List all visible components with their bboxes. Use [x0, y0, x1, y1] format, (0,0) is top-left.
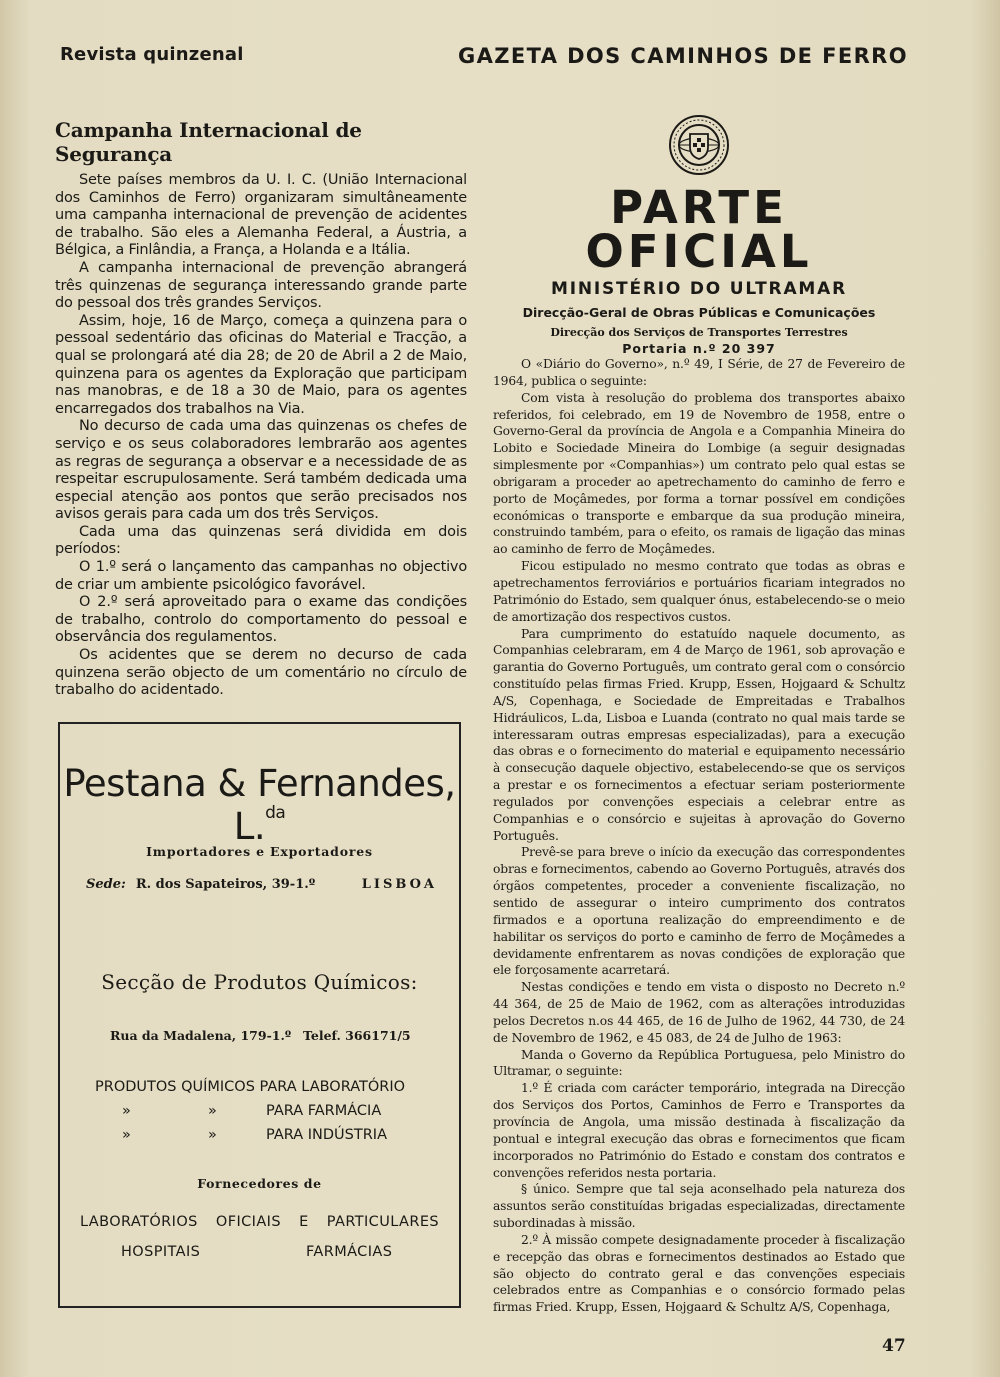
official-paragraph: § único. Sempre que tal seja aconselhado pela natureza dos assuntos serão constituídas brigadas especializadas, directamente subordinadas à missão.	[493, 1182, 905, 1231]
official-paragraph: Para cumprimento do estatuído naquele documento, as Companhias celebraram, em 4 de Março de 1961, sob aprovação e garantia do Governo Português, um contrato geral com o consórcio constituído pelas firmas Fried. Krupp, Essen, Hojgaard & Schultz A/S, Copenhaga, e Sociedade de Empreitadas e Trabalhos Hidráulicos, L.da, Lisboa e Luanda (contrato no qual mais tarde se interessaram outras empresas especializadas), para a execução das obras e o fornecimento do material e equipamento necessário à consecução daquele objectivo, estabelecendo-se que os serviços a prestar e os fornecimentos a efectuar seriam posteriormente regulados por convenções especiais a celebrar entre as Companhias e o consórcio e sujeitas à aprovação do Governo Português.	[493, 626, 905, 843]
article-paragraph: Sete países membros da U. I. C. (União Internacional dos Caminhos de Ferro) organizaram simultâneamente uma campanha internacional de prevenção de acidentes de trabalho. São eles a Alemanha Federal, a Áustria, a Bélgica, a Finlândia, a França, a Holanda e a Itália.	[55, 172, 467, 259]
article-body	[55, 172, 467, 700]
official-paragraph: Ficou estipulado no mesmo contrato que todas as obras e apetrechamentos ferroviários e portuários ficariam integrados no Património do Estado, sem qualquer ónus, estabelecendo-se o meio de amortização dos respectivos custos.	[493, 559, 905, 624]
ad-subtitle: Importadores e Exportadores	[146, 844, 373, 859]
article-paragraph: Cada uma das quinzenas será dividida em dois períodos:	[55, 523, 467, 558]
article-paragraph: O 2.º será aproveitado para o exame das condições de trabalho, controlo do comportamento do pessoal e observância dos regulamentos.	[55, 594, 467, 646]
running-head-right: GAZETA DOS CAMINHOS DE FERRO	[457, 44, 908, 68]
ad-city: LISBOA	[361, 877, 437, 892]
ad-sede-address: R. dos Sapateiros, 39-1.º	[135, 877, 316, 892]
official-portaria: Portaria n.º 20 397	[622, 341, 776, 356]
ad-company-name	[60, 762, 459, 848]
ad-pharmacies: FARMÁCIAS	[306, 1244, 393, 1260]
article-paragraph: O 1.º será o lançamento das campanhas no objectivo de criar um ambiente psicológico favorável.	[55, 559, 467, 593]
ad-phone: Telef. 366171/5	[303, 1028, 411, 1043]
ad-product-line-3: PARA INDÚSTRIA	[266, 1127, 387, 1143]
ad-section-title: Secção de Produtos Químicos:	[101, 970, 418, 994]
official-paragraph: Prevê-se para breve o início da execução das correspondentes obras e fornecimentos, cabendo ao Governo Português, através dos órgãos competentes, proceder a conveniente fiscalização, no sentido de assegurar o inteiro cumprimento dos contratos firmados e a oportuna realização do empreendimento e de habilitar os serviços do porto e caminho de ferro de Moçâmedes a devidamente enfrentarem as novas condições de exploração que ele forçosamente acarretará.	[493, 845, 905, 978]
ad-street: Rua da Madalena, 179-1.º	[110, 1028, 292, 1043]
ad-product-row	[60, 1103, 459, 1127]
official-body	[493, 356, 905, 1316]
article	[55, 118, 467, 700]
page-number: 47	[882, 1336, 906, 1356]
official-ministry: MINISTÉRIO DO ULTRAMAR	[551, 279, 847, 299]
official-section	[493, 114, 905, 1316]
official-paragraph: Manda o Governo da República Portuguesa, pelo Ministro do Ultramar, o seguinte:	[493, 1047, 905, 1079]
official-paragraph: 1.º É criada com carácter temporário, integrada na Direcção dos Serviços dos Portos, Caminhos de Ferro e Transportes da província de Angola, uma missão destinada à fiscalização da pontual e integral execução das obras e fornecimentos que ficam incorporados no Património do Estado e constam dos contratos e convenções referidos nesta portaria.	[493, 1081, 905, 1180]
ad-company-text: Pestana & Fernandes, L.	[63, 762, 456, 848]
official-paragraph: Nestas condições e tendo em vista o disposto no Decreto n.º 44 364, de 25 de Maio de 1962, com as alterações introduzidas pelos Decretos n.os 44 465, de 16 de Julho de 1962, 44 730, de 24 de Novembro de 1962, e 45 083, de 24 de Julho de 1963:	[493, 980, 905, 1045]
ad-sede-label: Sede:	[86, 877, 126, 892]
article-paragraph: Assim, hoje, 16 de Março, começa a quinzena para o pessoal sedentário das oficinas do Material e Tracção, a qual se prolongará até dia 28; de 20 de Abril a 2 de Maio, quinzena para os agentes da Exploração que participam nas manobras, e de 18 a 30 de Maio, para os agentes encarregados dos trabalhos na Via.	[55, 312, 467, 417]
ad-product-lines	[60, 1079, 459, 1151]
ad-product-line-1: PRODUTOS QUÍMICOS PARA LABORATÓRIO	[95, 1079, 406, 1095]
ad-product-row	[60, 1079, 459, 1103]
ad-company-sup: da	[265, 803, 286, 823]
ad-product-row	[60, 1127, 459, 1151]
article-paragraph: No decurso de cada uma das quinzenas os chefes de serviço e os seus colaboradores lembrarão aos agentes as regras de segurança a observar e a necessidade de as respeitar escrupulosamente. Será também dedicada uma especial atenção aos pontos que serão precisados nos avisos gerais para cada um dos três Serviços.	[55, 418, 467, 523]
official-paragraph: Com vista à resolução do problema dos transportes abaixo referidos, foi celebrado, em 19 de Novembro de 1958, entre o Governo-Geral da província de Angola e a Companhia Mineira do Lobito e Sociedade Mineira do Lombige (a seguir designadas simplesmente por «Companhias») um contrato pelo qual estas se obrigaram a proceder ao apetrechamento do caminho de ferro e porto de Moçâmedes, por forma a tornar possível em condições económicas o transporte e embarque da sua produção mineira, construindo também, para o efeito, os ramais de ligação das minas ao caminho de ferro de Moçâmedes.	[493, 390, 905, 557]
official-paragraph: O «Diário do Governo», n.º 49, I Série, de 27 de Fevereiro de 1964, publica o seguinte:	[493, 357, 905, 388]
ad-labs: LABORATÓRIOS OFICIAIS E PARTICULARES	[80, 1214, 439, 1230]
article-title: Campanha Internacional de Segurança	[55, 118, 362, 166]
official-direction: Direcção-Geral de Obras Públicas e Comunicações	[522, 305, 876, 320]
ad-sede	[86, 877, 437, 892]
ad-product-line-2: PARA FARMÁCIA	[266, 1103, 382, 1119]
ad-ditto-mark: »	[208, 1127, 217, 1143]
coat-of-arms-icon	[666, 114, 732, 176]
article-paragraph: Os acidentes que se derem no decurso de cada quinzena serão objecto de um comentário no círculo de trabalho do acidentado.	[55, 647, 467, 699]
ad-hospitals: HOSPITAIS	[121, 1244, 201, 1260]
ad-ditto-mark: »	[122, 1127, 131, 1143]
ad-suppliers-heading: Fornecedores de	[197, 1176, 322, 1191]
official-paragraph: 2.º À missão compete designadamente proceder à fiscalização e recepção das obras e fornecimentos destinados ao Estado que são objecto do contrato geral e das convenções especiais celebrados entre as Companhias e o consórcio formado pelas firmas Fried. Krupp, Essen, Hojgaard & Schultz A/S, Copenhaga,	[493, 1232, 905, 1315]
article-paragraph: A campanha internacional de prevenção abrangerá três quinzenas de segurança interessando grande parte do pessoal dos três grandes Serviços.	[55, 259, 467, 312]
official-title: PARTE OFICIAL	[585, 181, 813, 278]
running-head-left: Revista quinzenal	[60, 44, 244, 65]
official-service: Direcção dos Serviços de Transportes Terrestres	[550, 326, 848, 339]
ad-ditto-mark: »	[208, 1103, 217, 1119]
advertisement	[58, 722, 461, 1308]
ad-ditto-mark: »	[122, 1103, 131, 1119]
